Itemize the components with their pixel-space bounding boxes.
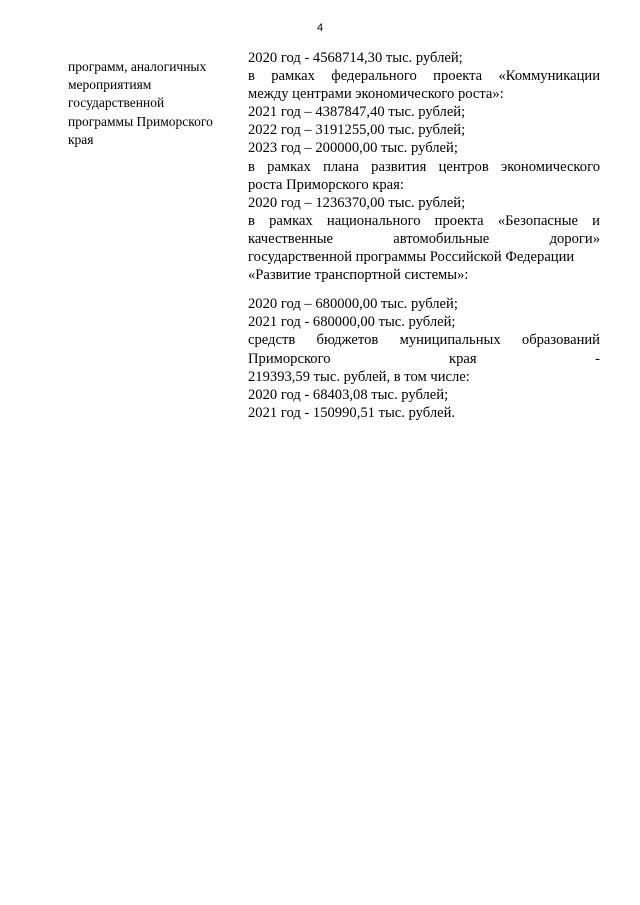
left-column [68, 58, 236, 149]
funding-line: в рамках федерального проекта «Коммуникации [248, 68, 600, 85]
funding-line: 2020 год – 680000,00 тыс. рублей; [248, 296, 458, 313]
funding-line: 219393,59 тыс. рублей, в том числе: [248, 368, 470, 385]
funding-line: 2020 год - 68403,08 тыс. рублей; [248, 386, 449, 403]
funding-line: 2021 год - 150990,51 тыс. рублей. [248, 404, 456, 421]
funding-line: между центрами экономического роста»: [248, 86, 504, 103]
left-column-line: государственной [68, 95, 165, 111]
page-number: 4 [316, 22, 324, 34]
left-column-line: программы Приморского [68, 113, 213, 129]
funding-line: в рамках плана развития центров экономического [248, 158, 600, 175]
funding-line: 2023 год – 200000,00 тыс. рублей; [248, 140, 458, 157]
funding-line: Приморского края - [248, 350, 600, 367]
funding-line: 2022 год – 3191255,00 тыс. рублей; [248, 122, 466, 139]
funding-line: государственной программы Российской Федерации [248, 249, 575, 266]
funding-line: качественные автомобильные дороги» [248, 230, 600, 247]
funding-line: в рамках национального проекта «Безопасные и [248, 212, 600, 229]
funding-line: 2020 год - 4568714,30 тыс. рублей; [248, 50, 463, 66]
left-column-line: программ, аналогичных [68, 59, 207, 74]
left-column-line: края [68, 131, 94, 147]
funding-line: 2020 год – 1236370,00 тыс. рублей; [248, 194, 466, 211]
funding-line: 2021 год – 4387847,40 тыс. рублей; [248, 104, 466, 121]
funding-line: «Развитие транспортной системы»: [248, 267, 469, 284]
paragraph-gap [248, 284, 600, 295]
left-column-line: мероприятиям [68, 77, 152, 93]
funding-line: роста Приморского края: [248, 176, 404, 193]
funding-line: 2021 год - 680000,00 тыс. рублей; [248, 314, 456, 331]
right-column [248, 49, 600, 422]
funding-line: средств бюджетов муниципальных образований [248, 332, 600, 349]
